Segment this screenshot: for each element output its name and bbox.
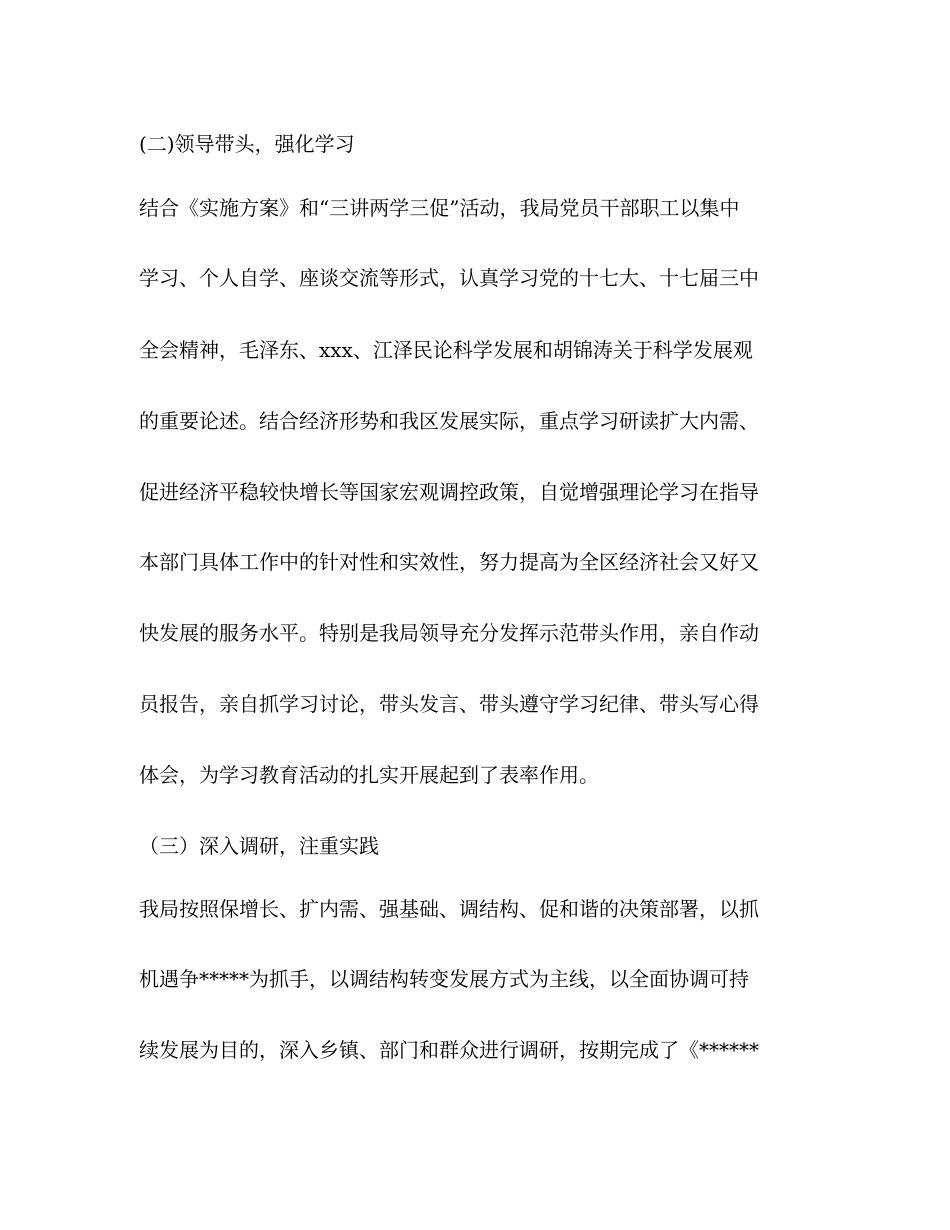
paragraph-line: 本部门具体工作中的针对性和实效性，努力提高为全区经济社会又好又	[139, 550, 759, 574]
paragraph-line: 学习、个人自学、座谈交流等形式，认真学习党的十七大、十七届三中	[139, 266, 759, 290]
paragraph-line: 的重要论述。结合经济形势和我区发展实际，重点学习研读扩大内需、	[139, 409, 759, 433]
section-2-heading: (二)领导带头，强化学习	[139, 132, 355, 156]
paragraph-line: 我局按照保增长、扩内需、强基础、调结构、促和谐的决策部署，以抓	[139, 897, 759, 921]
paragraph-line: 结合《实施方案》和“三讲两学三促”活动，我局党员干部职工以集中	[139, 196, 740, 220]
paragraph-line: 全会精神，毛泽东、xxx、江泽民论科学发展和胡锦涛关于科学发展观	[139, 338, 753, 362]
paragraph-line: 快发展的服务水平。特别是我局领导充分发挥示范带头作用，亲自作动	[139, 621, 759, 645]
paragraph-line: 促进经济平稳较快增长等国家宏观调控政策，自觉增强理论学习在指导	[139, 480, 759, 504]
paragraph-line: 员报告，亲自抓学习讨论，带头发言、带头遵守学习纪律、带头写心得	[139, 692, 759, 716]
paragraph-line: 体会，为学习教育活动的扎实开展起到了表率作用。	[139, 763, 599, 787]
paragraph-line: 续发展为目的，深入乡镇、部门和群众进行调研，按期完成了《******	[139, 1038, 759, 1062]
paragraph-line: 机遇争*****为抓手，以调结构转变发展方式为主线，以全面协调可持	[139, 967, 749, 991]
section-3-heading: （三）深入调研，注重实践	[139, 834, 379, 858]
